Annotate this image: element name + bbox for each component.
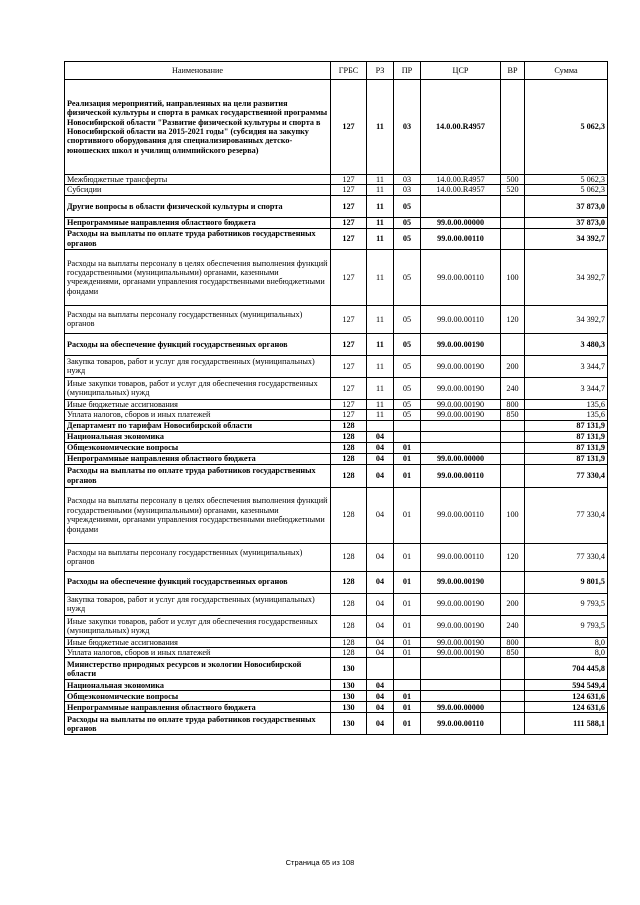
cell-vr: 850 [501,410,525,420]
cell-pr: 01 [394,593,421,615]
cell-rz: 04 [367,442,394,453]
cell-rz: 04 [367,648,394,658]
cell-name: Непрограммные направления областного бюджета [65,453,331,464]
cell-sum: 34 392,7 [525,305,608,333]
cell-name: Расходы на выплаты персоналу в целях обеспечения выполнения функций государственными (муниципальными) органами, казенными учреждениями, органами управления государственными внебюджетными фондами [65,249,331,305]
cell-pr [394,420,421,431]
cell-sum: 87 131,9 [525,431,608,442]
cell-csr: 99.0.00.00190 [421,410,501,420]
table-row [65,431,608,442]
cell-name: Иные закупки товаров, работ и услуг для обеспечения государственных (муниципальных) нужд [65,377,331,399]
cell-grbs: 128 [331,648,367,658]
header-grbs: ГРБС [331,62,367,80]
cell-vr: 800 [501,637,525,647]
cell-grbs: 130 [331,680,367,691]
cell-rz: 04 [367,691,394,702]
cell-sum: 37 873,0 [525,217,608,228]
cell-pr [394,658,421,680]
cell-name: Иные бюджетные ассигнования [65,637,331,647]
header-pr: ПР [394,62,421,80]
cell-sum: 3 344,7 [525,355,608,377]
table-row [65,249,608,305]
cell-csr [421,691,501,702]
cell-rz: 11 [367,249,394,305]
cell-pr [394,680,421,691]
cell-vr [501,442,525,453]
cell-pr: 03 [394,80,421,175]
cell-grbs: 127 [331,399,367,409]
table-row [65,593,608,615]
cell-csr [421,195,501,217]
cell-sum: 3 480,3 [525,333,608,355]
table-row [65,702,608,713]
cell-grbs: 128 [331,487,367,543]
cell-name: Уплата налогов, сборов и иных платежей [65,648,331,658]
cell-vr: 240 [501,377,525,399]
cell-pr: 01 [394,571,421,593]
cell-vr: 850 [501,648,525,658]
table-row [65,377,608,399]
cell-name: Закупка товаров, работ и услуг для государственных (муниципальных) нужд [65,355,331,377]
cell-pr: 05 [394,410,421,420]
cell-name: Общеэкономические вопросы [65,442,331,453]
cell-name: Субсидии [65,185,331,195]
table-row [65,680,608,691]
cell-name: Реализация мероприятий, направленных на цели развития физической культуры и спорта в рамках государственной программы Новосибирской области "Развитие физической культуры и спорта в Новосибирской области на 2015-2021 годы" (субсидия на закупку спортивного оборудования для специализированных детско-юношеских школ и училищ олимпийского резерва) [65,80,331,175]
table-row [65,543,608,571]
cell-rz: 11 [367,80,394,175]
cell-rz: 11 [367,228,394,249]
cell-rz [367,658,394,680]
cell-csr: 14.0.00.R4957 [421,185,501,195]
cell-vr [501,702,525,713]
cell-grbs: 128 [331,420,367,431]
header-csr: ЦСР [421,62,501,80]
cell-csr: 99.0.00.00110 [421,487,501,543]
table-row [65,487,608,543]
cell-name: Национальная экономика [65,680,331,691]
cell-rz: 11 [367,410,394,420]
cell-csr: 99.0.00.00000 [421,453,501,464]
cell-name: Межбюджетные трансферты [65,175,331,185]
table-row [65,305,608,333]
cell-rz: 04 [367,464,394,487]
cell-pr: 01 [394,702,421,713]
cell-sum: 5 062,3 [525,175,608,185]
cell-name: Иные закупки товаров, работ и услуг для обеспечения государственных (муниципальных) нужд [65,615,331,637]
cell-sum: 8,0 [525,637,608,647]
table-row [65,185,608,195]
cell-sum: 77 330,4 [525,543,608,571]
cell-rz [367,420,394,431]
cell-name: Расходы на выплаты по оплате труда работников государственных органов [65,228,331,249]
cell-name: Министерство природных ресурсов и экологии Новосибирской области [65,658,331,680]
cell-csr [421,680,501,691]
cell-csr: 99.0.00.00110 [421,249,501,305]
cell-pr: 01 [394,648,421,658]
cell-vr [501,333,525,355]
cell-grbs: 127 [331,175,367,185]
cell-grbs: 128 [331,615,367,637]
cell-csr: 99.0.00.00190 [421,399,501,409]
cell-rz: 11 [367,175,394,185]
cell-pr: 05 [394,228,421,249]
cell-vr: 200 [501,593,525,615]
cell-name: Общеэкономические вопросы [65,691,331,702]
cell-csr [421,420,501,431]
cell-sum: 87 131,9 [525,442,608,453]
cell-grbs: 127 [331,410,367,420]
cell-rz: 04 [367,543,394,571]
table-body [65,80,608,735]
cell-rz: 04 [367,431,394,442]
cell-pr: 01 [394,543,421,571]
cell-grbs: 127 [331,185,367,195]
cell-pr: 05 [394,305,421,333]
cell-pr: 01 [394,637,421,647]
cell-rz: 04 [367,593,394,615]
cell-sum: 135,6 [525,410,608,420]
cell-sum: 9 801,5 [525,571,608,593]
header-name: Наименование [65,62,331,80]
cell-rz: 04 [367,615,394,637]
cell-pr: 05 [394,217,421,228]
cell-sum: 135,6 [525,399,608,409]
table-row [65,195,608,217]
cell-pr: 05 [394,377,421,399]
cell-pr: 03 [394,175,421,185]
cell-name: Расходы на выплаты по оплате труда работников государственных органов [65,713,331,735]
cell-csr [421,658,501,680]
cell-name: Расходы на выплаты персоналу в целях обеспечения выполнения функций государственными (муниципальными) органами, казенными учреждениями, органами управления государственными внебюджетными фондами [65,487,331,543]
cell-name: Непрограммные направления областного бюджета [65,217,331,228]
cell-name: Расходы на обеспечение функций государственных органов [65,571,331,593]
cell-grbs: 127 [331,228,367,249]
cell-sum: 77 330,4 [525,464,608,487]
cell-vr: 800 [501,399,525,409]
cell-grbs: 128 [331,442,367,453]
cell-grbs: 130 [331,702,367,713]
cell-grbs: 130 [331,658,367,680]
cell-rz: 04 [367,453,394,464]
table-row [65,637,608,647]
table-row [65,615,608,637]
cell-vr [501,195,525,217]
cell-csr: 99.0.00.00000 [421,217,501,228]
cell-grbs: 128 [331,593,367,615]
cell-vr [501,464,525,487]
cell-name: Департамент по тарифам Новосибирской области [65,420,331,431]
cell-pr: 01 [394,464,421,487]
cell-sum: 124 631,6 [525,702,608,713]
cell-rz: 04 [367,713,394,735]
cell-sum: 9 793,5 [525,593,608,615]
cell-pr: 01 [394,615,421,637]
cell-rz: 11 [367,399,394,409]
cell-sum: 8,0 [525,648,608,658]
cell-pr: 01 [394,453,421,464]
cell-vr [501,217,525,228]
table-row [65,658,608,680]
cell-sum: 111 588,1 [525,713,608,735]
cell-grbs: 127 [331,305,367,333]
cell-name: Уплата налогов, сборов и иных платежей [65,410,331,420]
cell-rz: 04 [367,680,394,691]
cell-vr: 500 [501,175,525,185]
cell-rz: 11 [367,355,394,377]
cell-grbs: 127 [331,195,367,217]
cell-pr: 05 [394,399,421,409]
cell-csr: 99.0.00.00110 [421,464,501,487]
cell-csr: 99.0.00.00190 [421,593,501,615]
cell-grbs: 130 [331,691,367,702]
cell-pr: 03 [394,185,421,195]
table-row [65,333,608,355]
cell-vr [501,680,525,691]
cell-name: Иные бюджетные ассигнования [65,399,331,409]
cell-vr: 200 [501,355,525,377]
cell-grbs: 128 [331,453,367,464]
cell-csr: 99.0.00.00190 [421,615,501,637]
cell-name: Непрограммные направления областного бюджета [65,702,331,713]
cell-sum: 77 330,4 [525,487,608,543]
cell-csr: 99.0.00.00190 [421,377,501,399]
cell-rz: 11 [367,217,394,228]
header-sum: Сумма [525,62,608,80]
cell-pr: 01 [394,691,421,702]
cell-pr: 05 [394,333,421,355]
cell-name: Расходы на выплаты персоналу государственных (муниципальных) органов [65,543,331,571]
cell-grbs: 127 [331,249,367,305]
cell-sum: 5 062,3 [525,80,608,175]
cell-csr: 99.0.00.00190 [421,333,501,355]
table-row [65,442,608,453]
cell-csr: 14.0.00.R4957 [421,175,501,185]
table-header-row [65,62,608,80]
cell-vr: 120 [501,305,525,333]
cell-pr: 01 [394,487,421,543]
cell-rz: 04 [367,637,394,647]
cell-rz: 04 [367,487,394,543]
cell-vr [501,453,525,464]
cell-vr [501,431,525,442]
cell-vr [501,713,525,735]
table-row [65,453,608,464]
cell-vr [501,571,525,593]
cell-sum: 34 392,7 [525,228,608,249]
budget-table [64,61,608,735]
cell-vr: 100 [501,249,525,305]
table-row [65,399,608,409]
cell-csr: 99.0.00.00110 [421,305,501,333]
cell-vr [501,658,525,680]
table-row [65,410,608,420]
cell-rz: 11 [367,185,394,195]
cell-vr: 240 [501,615,525,637]
table-row [65,691,608,702]
cell-grbs: 127 [331,333,367,355]
cell-grbs: 127 [331,80,367,175]
cell-sum: 124 631,6 [525,691,608,702]
table-row [65,713,608,735]
cell-rz: 11 [367,305,394,333]
cell-grbs: 128 [331,571,367,593]
cell-csr: 99.0.00.00110 [421,713,501,735]
cell-pr [394,431,421,442]
cell-sum: 5 062,3 [525,185,608,195]
cell-grbs: 127 [331,377,367,399]
cell-name: Закупка товаров, работ и услуг для государственных (муниципальных) нужд [65,593,331,615]
cell-vr [501,228,525,249]
cell-rz: 11 [367,377,394,399]
cell-csr: 99.0.00.00190 [421,355,501,377]
cell-sum: 87 131,9 [525,420,608,431]
cell-pr: 01 [394,442,421,453]
cell-rz: 11 [367,195,394,217]
cell-sum: 9 793,5 [525,615,608,637]
table-row [65,175,608,185]
cell-csr: 99.0.00.00190 [421,571,501,593]
cell-name: Расходы на выплаты по оплате труда работников государственных органов [65,464,331,487]
table-row [65,464,608,487]
cell-vr: 120 [501,543,525,571]
cell-csr: 99.0.00.00110 [421,543,501,571]
table-row [65,80,608,175]
cell-csr: 99.0.00.00190 [421,648,501,658]
cell-sum: 37 873,0 [525,195,608,217]
cell-pr: 05 [394,355,421,377]
cell-rz: 04 [367,571,394,593]
cell-pr: 01 [394,713,421,735]
cell-csr [421,442,501,453]
cell-name: Национальная экономика [65,431,331,442]
cell-sum: 34 392,7 [525,249,608,305]
table-row [65,571,608,593]
cell-grbs: 127 [331,355,367,377]
cell-vr: 520 [501,185,525,195]
table-row [65,648,608,658]
cell-name: Расходы на выплаты персоналу государственных (муниципальных) органов [65,305,331,333]
cell-grbs: 128 [331,464,367,487]
header-vr: ВР [501,62,525,80]
cell-grbs: 130 [331,713,367,735]
cell-sum: 3 344,7 [525,377,608,399]
cell-grbs: 128 [331,431,367,442]
table-row [65,355,608,377]
cell-rz: 04 [367,702,394,713]
table-row [65,420,608,431]
cell-grbs: 128 [331,543,367,571]
cell-grbs: 128 [331,637,367,647]
cell-vr [501,691,525,702]
cell-name: Расходы на обеспечение функций государственных органов [65,333,331,355]
cell-csr: 14.0.00.R4957 [421,80,501,175]
cell-vr [501,420,525,431]
cell-csr [421,431,501,442]
cell-vr: 100 [501,487,525,543]
cell-pr: 05 [394,195,421,217]
cell-grbs: 127 [331,217,367,228]
cell-pr: 05 [394,249,421,305]
table-row [65,228,608,249]
header-rz: РЗ [367,62,394,80]
cell-vr [501,80,525,175]
cell-sum: 704 445,8 [525,658,608,680]
table-row [65,217,608,228]
cell-csr: 99.0.00.00000 [421,702,501,713]
cell-csr: 99.0.00.00190 [421,637,501,647]
page-number: Страница 65 из 108 [285,858,355,867]
cell-name: Другие вопросы в области физической культуры и спорта [65,195,331,217]
cell-csr: 99.0.00.00110 [421,228,501,249]
cell-rz: 11 [367,333,394,355]
cell-sum: 87 131,9 [525,453,608,464]
cell-sum: 594 549,4 [525,680,608,691]
